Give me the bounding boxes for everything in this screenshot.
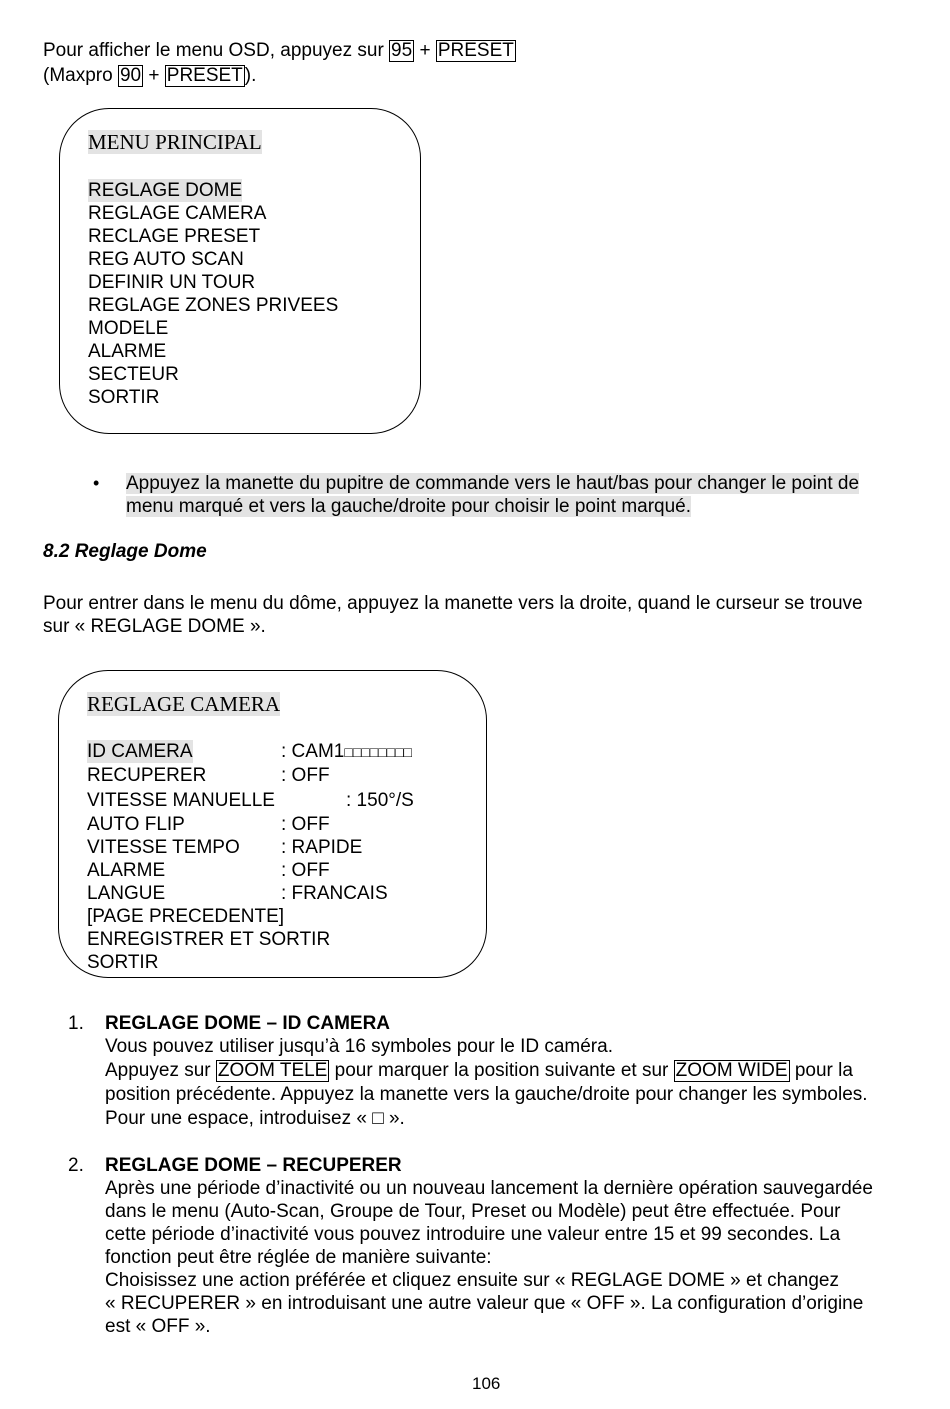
key-zoom-tele: ZOOM TELE <box>217 1060 328 1081</box>
main-menu-item-secteur: SECTEUR <box>88 364 179 385</box>
item-2-line-2: dans le menu (Auto-Scan, Groupe de Tour, Preset ou Modèle) peut être effectuée. Pour <box>105 1201 841 1222</box>
intro-text-2: (Maxpro <box>43 65 118 86</box>
camera-row-value-id <box>281 740 412 764</box>
main-menu-item-sortir: SORTIR <box>88 387 160 408</box>
main-menu-item-reg-auto-scan: REG AUTO SCAN <box>88 249 244 270</box>
item-2-line-6: « RECUPERER » en introduisant une autre valeur que « OFF ». La configuration d’origine <box>105 1293 864 1314</box>
camera-row-value-langue: : FRANCAIS <box>281 883 388 904</box>
item-1-line-2 <box>105 1059 853 1082</box>
camera-id-placeholder-boxes: □□□□□□□□ <box>344 744 413 760</box>
intro-close: ). <box>244 65 257 86</box>
main-menu-item-definir-un-tour: DEFINIR UN TOUR <box>88 272 256 293</box>
main-menu-item-modele: MODELE <box>88 318 169 339</box>
camera-row-value-vitesse-tempo: : RAPIDE <box>281 837 363 858</box>
camera-id-value: : CAM1 <box>281 741 345 762</box>
item-2-number: 2. <box>68 1155 84 1176</box>
camera-row-label-recuperer: RECUPERER <box>87 765 207 786</box>
item-2-line-5: Choisissez une action préférée et cliquez ensuite sur « REGLAGE DOME » et changez <box>105 1270 839 1291</box>
item-2-line-4: fonction peut être réglée de manière suivante: <box>105 1247 492 1268</box>
item-1-line-1: Vous pouvez utiliser jusqu’à 16 symboles pour le ID caméra. <box>105 1036 613 1057</box>
bullet-icon: • <box>93 473 100 493</box>
camera-row-value-auto-flip: : OFF <box>281 814 330 835</box>
main-menu-title-text: MENU PRINCIPAL <box>88 130 262 154</box>
item-1-line-2-pre: Appuyez sur <box>105 1060 216 1081</box>
key-preset: PRESET <box>437 40 514 61</box>
main-menu-item-zones-privees: REGLAGE ZONES PRIVEES <box>88 295 339 316</box>
bullet-line-1 <box>126 472 859 495</box>
key-preset-2: PRESET <box>166 65 243 86</box>
camera-row-value-recuperer: : OFF <box>281 765 330 786</box>
key-90: 90 <box>119 65 142 86</box>
intro-line-2 <box>43 64 256 87</box>
section-heading: 8.2 Reglage Dome <box>43 541 207 562</box>
camera-prev-page: [PAGE PRECEDENTE] <box>87 906 285 927</box>
camera-save-exit: ENREGISTRER ET SORTIR <box>87 929 331 950</box>
item-2-line-1: Après une période d’inactivité ou un nouveau lancement la dernière opération sauvegardée <box>105 1178 873 1199</box>
main-menu-item-reglage-camera: REGLAGE CAMERA <box>88 203 267 224</box>
camera-row-value-vitesse-manuelle: : 150°/S <box>346 790 414 811</box>
item-2-title: REGLAGE DOME – RECUPERER <box>105 1155 402 1176</box>
item-2-line-3: cette période d’inactivité vous pouvez introduire une valeur entre 15 et 99 secondes. La <box>105 1224 841 1245</box>
camera-row-label-langue: LANGUE <box>87 883 166 904</box>
camera-row-value-alarme: : OFF <box>281 860 330 881</box>
item-1-line-2-mid: pour marquer la position suivante et sur <box>329 1060 674 1081</box>
item-1-title: REGLAGE DOME – ID CAMERA <box>105 1013 391 1034</box>
plus-sign: + <box>414 40 436 61</box>
item-1-number: 1. <box>68 1013 84 1034</box>
camera-cut-line: SORTIR <box>87 952 159 973</box>
page-number: 106 <box>472 1374 501 1393</box>
camera-row-label-alarme: ALARME <box>87 860 166 881</box>
plus-sign-2: + <box>143 65 165 86</box>
camera-menu-title-text: REGLAGE CAMERA <box>87 692 281 716</box>
item-1-line-4: Pour une espace, introduisez « □ ». <box>105 1108 405 1129</box>
intro-text: Pour afficher le menu OSD, appuyez sur <box>43 40 390 61</box>
camera-row-label-auto-flip: AUTO FLIP <box>87 814 185 835</box>
camera-row-label-id: ID CAMERA <box>87 741 193 762</box>
camera-cut-line-clip <box>87 951 287 973</box>
key-zoom-wide: ZOOM WIDE <box>675 1060 788 1081</box>
main-menu-item-alarme: ALARME <box>88 341 167 362</box>
intro-line-1 <box>43 39 516 62</box>
bullet-line-2 <box>126 495 691 518</box>
bullet-line-1-text: Appuyez la manette du pupitre de commande vers le haut/bas pour changer le point de <box>126 473 860 494</box>
main-menu-item-reclage-preset: RECLAGE PRESET <box>88 226 261 247</box>
camera-row-label-vitesse-tempo: VITESSE TEMPO <box>87 837 240 858</box>
main-menu-title <box>88 130 262 155</box>
item-1-line-3: position précédente. Appuyez la manette vers la gauche/droite pour changer les symboles. <box>105 1084 868 1105</box>
key-95: 95 <box>391 40 413 61</box>
main-menu-item-reglage-dome: REGLAGE DOME <box>88 180 243 201</box>
bullet-line-2-text: menu marqué et vers la gauche/droite pour choisir le point marqué. <box>126 496 692 517</box>
section-para-1: Pour entrer dans le menu du dôme, appuyez la manette vers la droite, quand le curseur se trouve <box>43 593 863 614</box>
item-1-line-2-post: pour la <box>789 1060 853 1081</box>
item-2-line-7: est « OFF ». <box>105 1316 211 1337</box>
camera-menu-title <box>87 692 280 717</box>
camera-row-label-vitesse-manuelle: VITESSE MANUELLE <box>87 790 275 811</box>
section-para-2: sur « REGLAGE DOME ». <box>43 616 266 637</box>
